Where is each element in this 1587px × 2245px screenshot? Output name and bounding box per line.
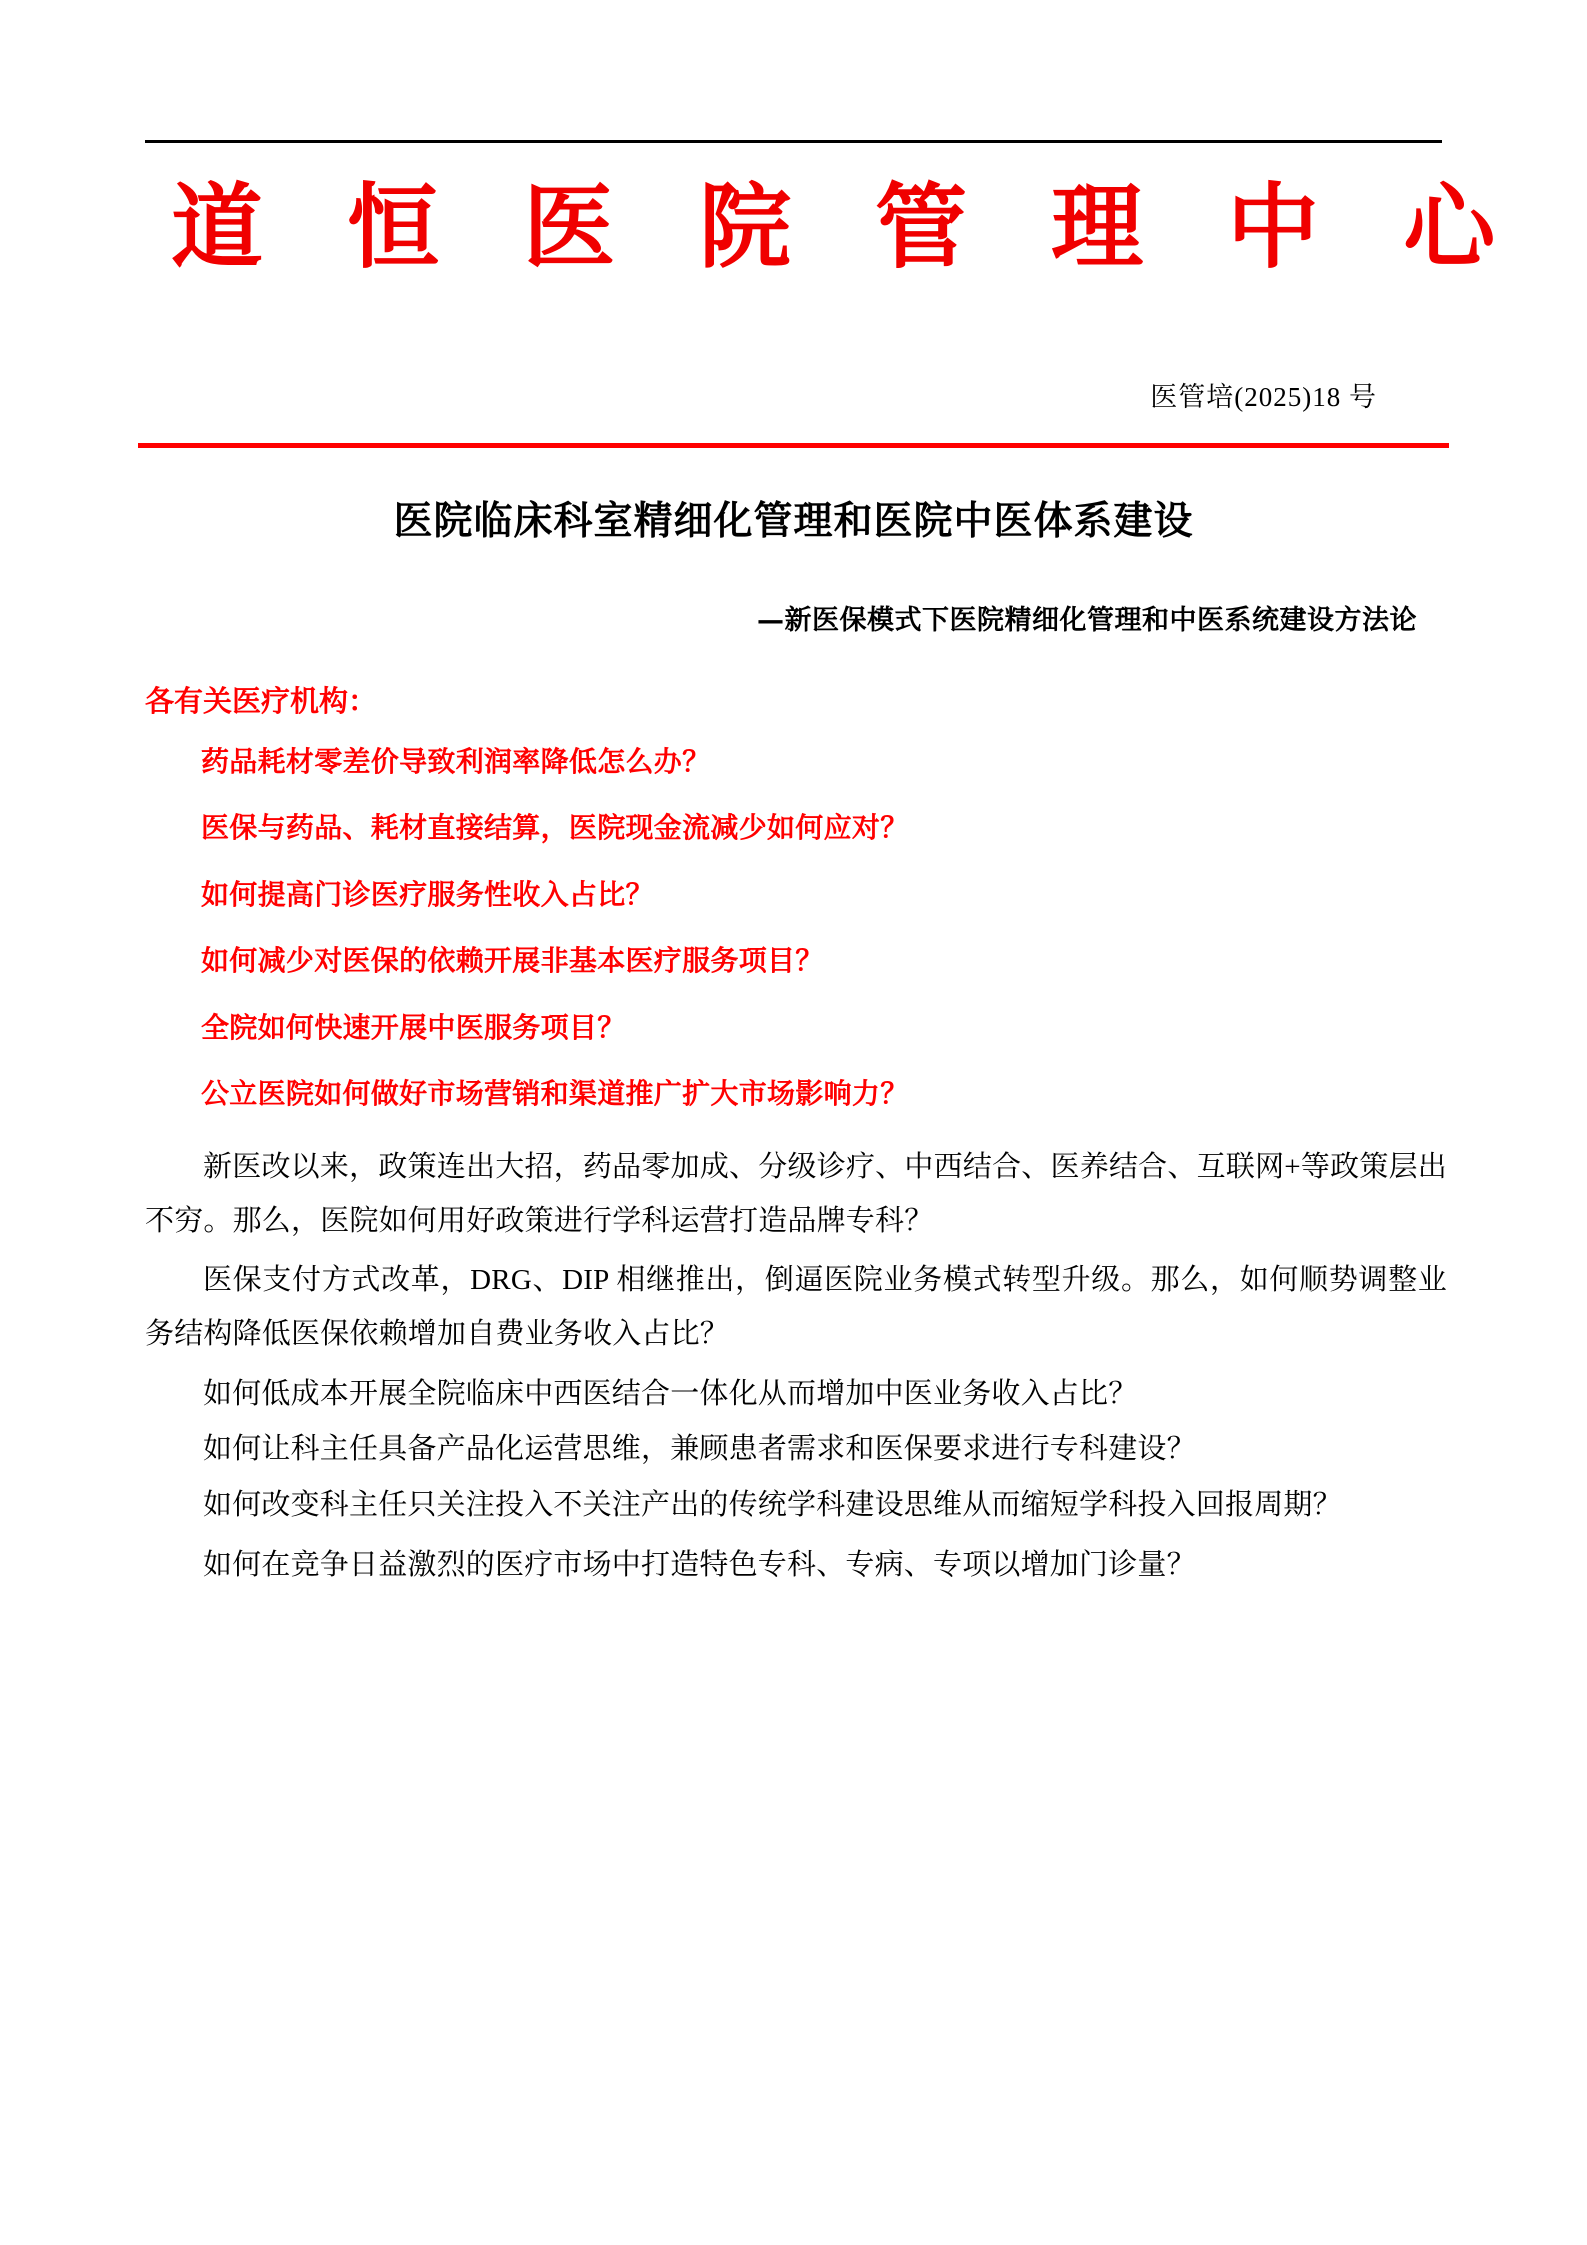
header-top-divider [145, 140, 1442, 143]
body-paragraph: 如何改变科主任只关注投入不关注产出的传统学科建设思维从而缩短学科投入回报周期？ [203, 1488, 1342, 1521]
list-item: 药品耗材零差价导致利润率降低怎么办？ [201, 744, 711, 778]
list-item: 医保与药品、耗材直接结算，医院现金流减少如何应对？ [201, 811, 909, 845]
salutation: 各有关医疗机构： [145, 684, 378, 718]
list-item: 如何减少对医保的依赖开展非基本医疗服务项目？ [201, 944, 824, 978]
list-item: 公立医院如何做好市场营销和渠道推广扩大市场影响力？ [201, 1077, 909, 1111]
organization-masthead: 道 恒 医 院 管 理 中 心 [171, 173, 1522, 281]
list-item: 如何提高门诊医疗服务性收入占比？ [201, 877, 654, 911]
body-paragraph: 新医改以来，政策连出大招，药品零加成、分级诊疗、中西结合、医养结合、互联网+等政策层出不穷。那么，医院如何用好政策进行学科运营打造品牌专科？ [145, 1151, 1447, 1237]
document-number: 医管培(2025)18 号 [1150, 382, 1377, 412]
list-item: 全院如何快速开展中医服务项目？ [201, 1010, 626, 1044]
body-paragraph: 如何在竞争日益激烈的医疗市场中打造特色专科、专病、专项以增加门诊量？ [203, 1548, 1196, 1581]
body-paragraph: 医保支付方式改革，DRG、DIP 相继推出，倒逼医院业务模式转型升级。那么，如何顺势调整业务结构降低医保依赖增加自费业务收入占比？ [145, 1264, 1447, 1350]
document-body [145, 680, 1447, 1594]
question-list [145, 742, 1447, 1116]
body-paragraph: 如何让科主任具备产品化运营思维，兼顾患者需求和医保要求进行专科建设？ [203, 1433, 1196, 1466]
body-paragraph: 如何低成本开展全院临床中西医结合一体化从而增加中医业务收入占比？ [203, 1377, 1138, 1410]
page-title: 医院临床科室精细化管理和医院中医体系建设 [393, 499, 1194, 544]
page-subtitle: —新医保模式下医院精细化管理和中医系统建设方法论 [757, 605, 1417, 636]
header-red-divider [138, 443, 1449, 448]
